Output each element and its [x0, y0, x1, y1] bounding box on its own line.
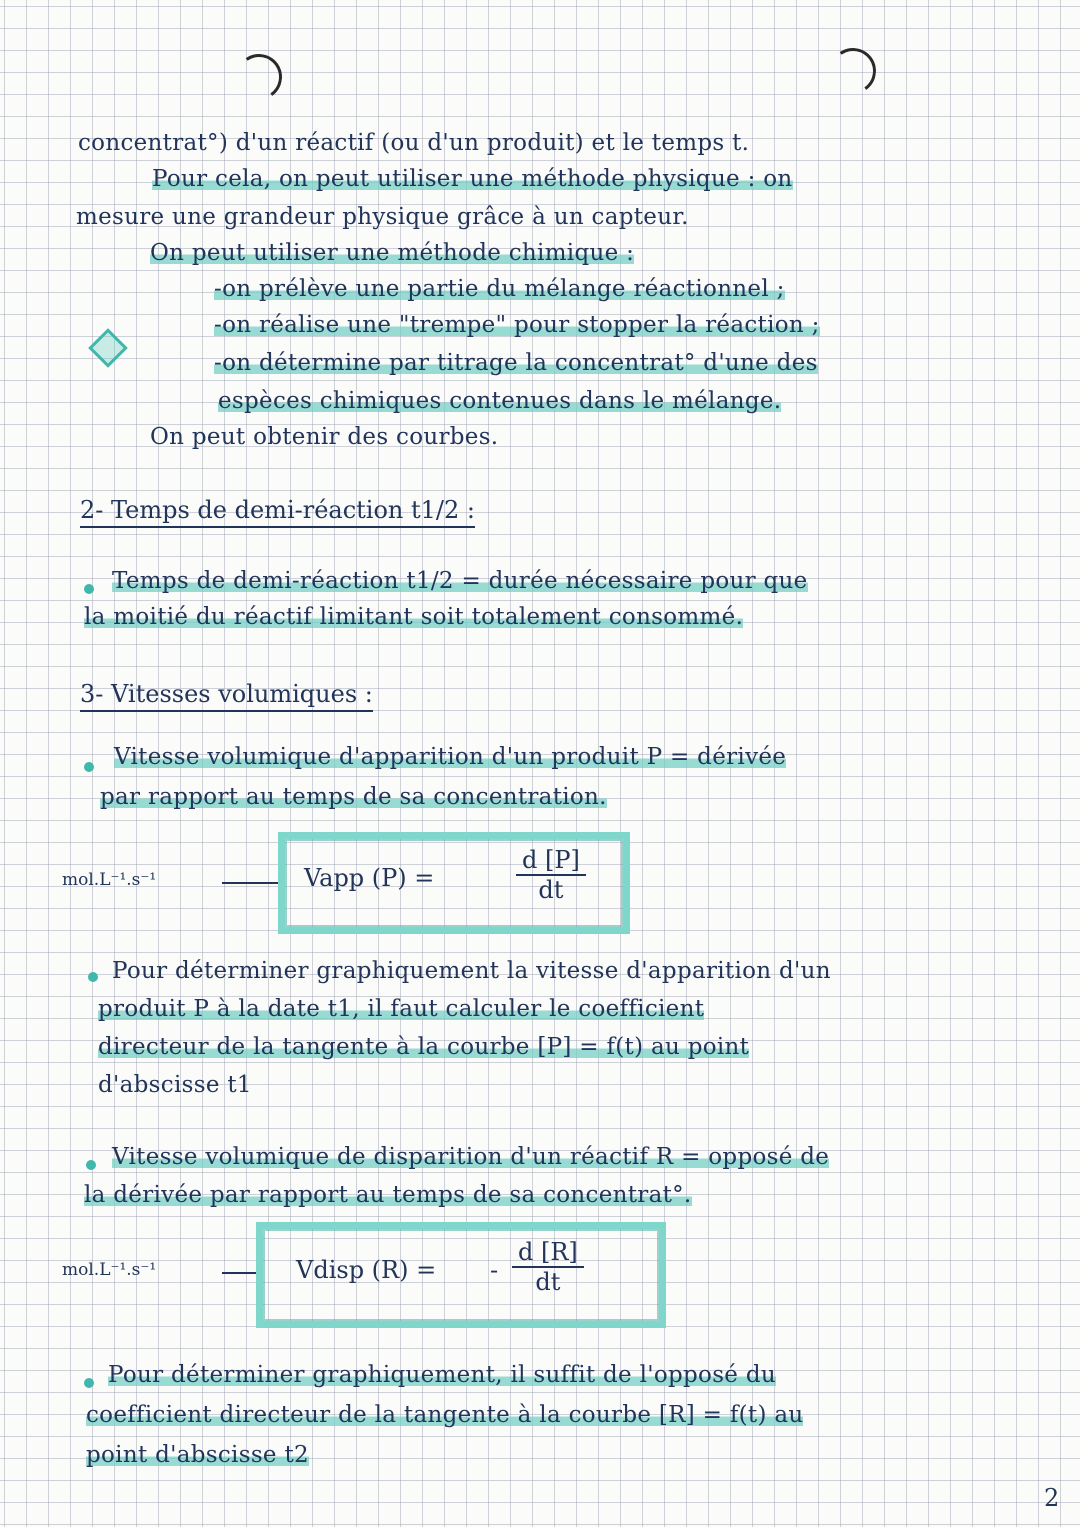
disparition-definition-line-1: Vitesse volumique de disparition d'un réactif R = opposé de — [112, 1144, 830, 1170]
graph-method-1-line-2: produit P à la date t1, il faut calculer le coefficient — [98, 996, 705, 1022]
text-line-1: concentrat°) d'un réactif (ou d'un produit) et le temps t. — [78, 130, 750, 156]
binder-hole-left — [232, 50, 285, 103]
disparition-denominator: dt — [535, 1268, 561, 1296]
graph-method-1-line-1: Pour déterminer graphiquement la vitesse d'apparition d'un — [112, 958, 831, 984]
graph-method-1-line-3: directeur de la tangente à la courbe [P] = f(t) au point — [98, 1034, 750, 1060]
apparition-formula-label: Vapp (P) = — [304, 864, 435, 892]
apparition-denominator: dt — [538, 876, 564, 904]
text-line-8: espèces chimiques contenues dans le mélange. — [218, 388, 782, 414]
bullet-icon — [84, 1378, 94, 1388]
text-line-4: On peut utiliser une méthode chimique : — [150, 240, 635, 266]
heart-icon — [88, 328, 128, 368]
bullet-icon — [84, 584, 94, 594]
text-line-7: -on détermine par titrage la concentrat° d'une des — [214, 350, 818, 376]
section-2-title: 2- Temps de demi-réaction t1/2 : — [80, 496, 475, 524]
graph-method-2-line-2: coefficient directeur de la tangente à la courbe [R] = f(t) au — [86, 1402, 804, 1428]
section-3-title: 3- Vitesses volumiques : — [80, 680, 373, 708]
apparition-unit: mol.L⁻¹.s⁻¹ — [62, 870, 157, 890]
disparition-minus-sign: - — [490, 1256, 499, 1284]
unit-connector — [222, 1272, 258, 1274]
section-2-definition-line-1: Temps de demi-réaction t1/2 = durée nécessaire pour que — [112, 568, 808, 594]
apparition-definition-line-2: par rapport au temps de sa concentration. — [100, 784, 607, 810]
text-line-6: -on réalise une "trempe" pour stopper la réaction ; — [214, 312, 820, 338]
bullet-icon — [86, 1160, 96, 1170]
graph-method-2-line-3: point d'abscisse t2 — [86, 1442, 309, 1468]
binder-hole-right — [826, 44, 879, 97]
text-line-9: On peut obtenir des courbes. — [150, 424, 499, 450]
disparition-definition-line-2: la dérivée par rapport au temps de sa concentrat°. — [84, 1182, 692, 1208]
text-line-3: mesure une grandeur physique grâce à un capteur. — [76, 204, 689, 230]
apparition-fraction — [516, 846, 586, 904]
apparition-numerator: d [P] — [516, 846, 586, 876]
text-line-5: -on prélève une partie du mélange réactionnel ; — [214, 276, 785, 302]
unit-connector — [222, 882, 280, 884]
bullet-icon — [88, 972, 98, 982]
graph-method-2-line-1: Pour déterminer graphiquement, il suffit de l'opposé du — [108, 1362, 776, 1388]
disparition-unit: mol.L⁻¹.s⁻¹ — [62, 1260, 157, 1280]
text-line-2: Pour cela, on peut utiliser une méthode physique : on — [152, 166, 793, 192]
disparition-fraction — [512, 1238, 584, 1296]
bullet-icon — [84, 762, 94, 772]
disparition-formula-label: Vdisp (R) = — [296, 1256, 437, 1284]
section-2-definition-line-2: la moitié du réactif limitant soit totalement consommé. — [84, 604, 744, 630]
apparition-definition-line-1: Vitesse volumique d'apparition d'un produit P = dérivée — [114, 744, 787, 770]
page-number: 2 — [1044, 1484, 1060, 1512]
disparition-numerator: d [R] — [512, 1238, 584, 1268]
graph-method-1-line-4: d'abscisse t1 — [98, 1072, 252, 1098]
